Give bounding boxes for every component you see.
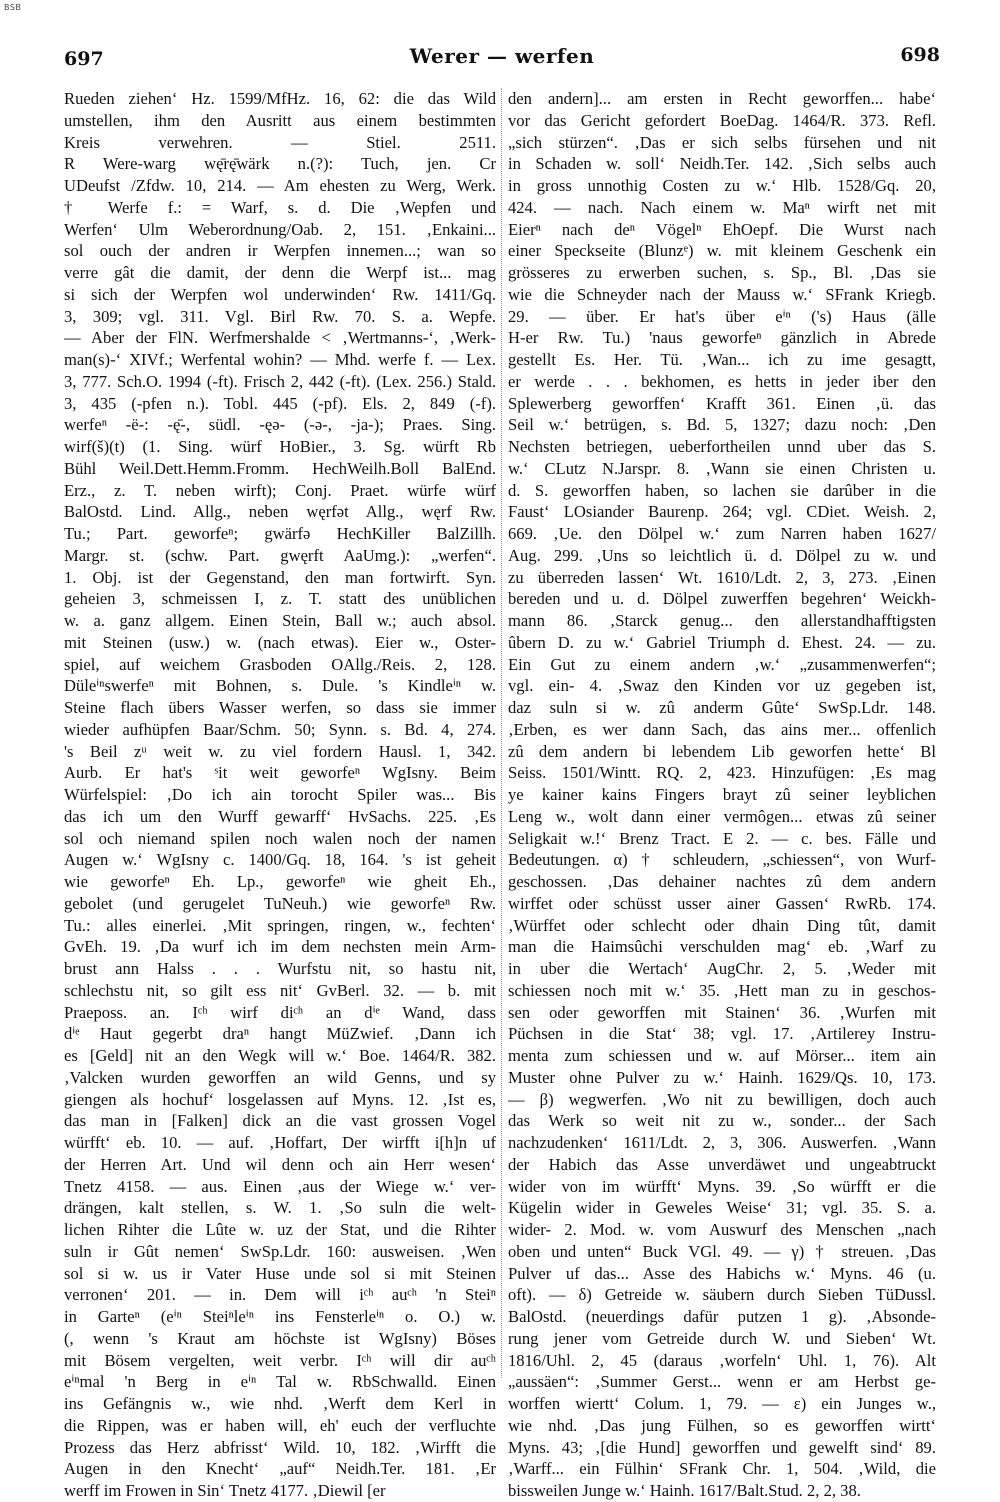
text-line: ‚Erben, es wer dann Sach, das ains mer... offenlich <box>508 719 936 739</box>
text-line: oft). — δ) Getreide w. säubern durch Sieben TüDussl. <box>508 1285 936 1305</box>
text-line: Faust‘ LOsiander Baurenp. 264; vgl. CDiet. Weish. 2, <box>508 502 936 522</box>
text-line: „sich stürzen“. ‚Das er sich selbs fürsehen und nit <box>508 132 936 152</box>
text-line: 424. — nach. Nach einem w. Maⁿ wirft net mit <box>508 197 936 217</box>
text-line: ‚Warff... ein Fülhin‘ SFrank Chr. 1, 504. ‚Wild, die <box>508 1459 936 1479</box>
text-line: Tu.: alles einerlei. ‚Mit springen, ringen, w., fechten‘ <box>64 915 496 935</box>
text-line: 3, 435 (-pfen n.). Tobl. 445 (-pf). Els. 2, 849 (-f). <box>64 393 496 413</box>
text-line: Eierⁿ nach deⁿ Vögelⁿ EhOepf. Die Wurst nach <box>508 219 936 239</box>
text-line: man die Haimsûchi verschulden mag‘ eb. ‚Warf zu <box>508 937 936 957</box>
text-line: grösseres zu erwerben suchen, s. Sp., Bl. ‚Das sie <box>508 263 936 282</box>
text-line: ‚Würffet oder schlecht oder dhain Ding tût, damit <box>508 915 936 935</box>
text-line: schiessen noch mit w.‘ 35. ‚Hett man zu in geschos- <box>508 980 936 1000</box>
text-line: Prozess das Herz abfrisst‘ Wild. 10, 182. ‚Wirfft die <box>64 1437 496 1457</box>
text-line: si sich der Werpfen wol underwinden‘ Rw. 1411/Gq. <box>64 284 496 304</box>
text-line: in uber die Wertach‘ AugChr. 2, 5. ‚Weder mit <box>508 959 936 978</box>
text-line: worffen wiertt‘ Colum. 1, 79. — ε) ein Junges w., <box>508 1394 936 1413</box>
text-line: nachzudenken‘ 1611/Ldt. 2, 3, 306. Auswerfen. ‚Wann <box>508 1133 936 1152</box>
text-line: in Garteⁿ (eⁱⁿ Steiⁿleⁱⁿ ins Fensterleⁱⁿ o. O.) w. <box>64 1307 496 1326</box>
text-line: 3, 309; vgl. 311. Vgl. Birl Rw. 70. S. a. Wepfe. <box>64 306 496 326</box>
text-line: 1. Obj. ist der Gegenstand, den man fortwirft. Syn. <box>64 567 496 587</box>
text-line: Leng w., wolt dann einer vermôgen... etwas zû seiner <box>508 806 936 826</box>
text-line: BalOstd. (neuerdings dafür putzen 1 g). ‚Absonde- <box>508 1307 936 1326</box>
text-line: sol si w. us ir Vater Huse unde sol si mit Steinen <box>64 1263 496 1283</box>
text-line: 's Beil zᵘ weit w. zu viel fordern Hausl. 1, 342. <box>64 741 496 761</box>
text-line: man(s)-‘ XIVf.; Werfental wohin? — Mhd. werfe f. — Lex. <box>64 350 496 369</box>
right-column <box>508 88 936 1502</box>
text-line: es [Geld] nit an den Wegk will w.‘ Boe. 1464/R. 382. <box>64 1046 496 1065</box>
text-line: ûbern D. zu w.‘ Gabriel Triumph d. Ehest. 24. — zu. <box>508 632 936 652</box>
page-number-right: 698 <box>900 44 940 66</box>
text-line: H-er Rw. Tu.) 'naus geworfeⁿ gänzlich in Abrede <box>508 328 936 348</box>
text-line: Nechsten betriegen, ueberfortheilen unnd uber das S. <box>508 437 936 456</box>
text-line: wieder aufhüpfen Baar/Schm. 50; Synn. s. Bd. 4, 274. <box>64 719 496 739</box>
text-line: daz suln si w. zû anderm Gûte‘ SwSp.Ldr. 148. <box>508 698 936 717</box>
text-line: wie nhd. ‚Das jung Fülhen, so es geworffen wirtt‘ <box>508 1415 936 1435</box>
text-line: Rueden ziehen‘ Hz. 1599/MfHz. 16, 62: die das Wild <box>64 89 496 108</box>
text-line: Steine flach übers Wasser werfen, so dass sie immer <box>64 698 496 717</box>
text-line: mit Bösem vergelten, weit verbr. Iᶜʰ will dir auᶜʰ <box>64 1350 496 1370</box>
page-title: Werer — werfen <box>409 44 595 68</box>
text-line: würfft‘ eb. 10. — auf. ‚Hoffart, Der wirfft i[h]n uf <box>64 1133 496 1152</box>
text-line: vgl. ein- 4. ‚Swaz den Kinden vor uz gegeben ist, <box>508 676 936 696</box>
text-line: suln ir Gût nemen‘ SwSp.Ldr. 160: ausweisen. ‚Wen <box>64 1241 496 1261</box>
text-line: mann 86. ‚Starck genug... den allerstandhafftigsten <box>508 611 936 630</box>
left-column <box>64 88 496 1502</box>
text-line: werfeⁿ -ë-: -ę̄-, südl. -ęə- (-ə-, -ja-); Praes. Sing. <box>64 415 496 435</box>
text-line: Kügelin wider in Geweles Weise‘ 31; vgl. 35. S. a. <box>508 1198 936 1218</box>
text-line: oben und unten“ Buck VGl. 49. — γ) † streuen. ‚Das <box>508 1241 936 1261</box>
text-line: wider- 2. Mod. w. vom Auswurf des Menschen „nach <box>508 1220 936 1239</box>
text-line: verronen‘ 201. — in. Dem will iᶜʰ auᶜʰ 'n Steiⁿ <box>64 1285 496 1305</box>
text-line: UDeufst /Zfdw. 10, 214. — Am ehesten zu Werg, Werk. <box>64 176 496 195</box>
text-line: werff im Frowen in Sin‘ Tnetz 4177. ‚Diewil [er <box>64 1481 386 1500</box>
text-line: vor das Gericht gefordert BoeDag. 1464/R. 373. Refl. <box>508 110 936 130</box>
text-line: Augen in den Knecht‘ „auf“ Neidh.Ter. 181. ‚Er <box>64 1459 496 1479</box>
page-number-left: 697 <box>64 48 104 70</box>
text-line: geschossen. ‚Das dehainer nachtes zû dem andern <box>508 872 936 891</box>
text-line: wie geworfeⁿ Eh. Lp., geworfeⁿ wie gheit Eh., <box>64 872 496 891</box>
text-line: „aussäen“: ‚Summer Gerst... wenn er am Herbst ge- <box>508 1372 936 1392</box>
text-line: geheien 3, schmeissen I, z. T. statt des unüblichen <box>64 589 496 609</box>
text-line: w.‘ CLutz N.Jarspr. 8. ‚Wann sie einen Christen u. <box>508 458 936 478</box>
text-line: wirffet oder schüsst usser ainer Gassen‘ RwRb. 174. <box>508 893 936 913</box>
text-line: spiel, auf weichem Grasboden OAllg./Reis. 2, 128. <box>64 654 496 674</box>
text-line: — Aber der FlN. Werfmershalde < ‚Wertmanns-‘, ‚Werk- <box>64 328 496 348</box>
text-line: † Werfe f.: = Warf, s. d. Die ‚Wepfen und <box>64 197 496 217</box>
text-line: GvEh. 19. ‚Da wurf ich im dem nechsten mein Arm- <box>64 937 496 957</box>
text-line: das Werk so weit nit zu w., sonder... der Sach <box>508 1111 936 1131</box>
text-line: verre gât die damit, der denn die Werpf ist... mag <box>64 263 496 282</box>
text-line: Pulver uf das... Asse des Habichs w.‘ Myns. 46 (u. <box>508 1263 936 1283</box>
text-line: wider von im würfft‘ Myns. 39. ‚So würfft er die <box>508 1176 936 1196</box>
text-line: Praeposs. an. Iᶜʰ wirf diᶜʰ an dⁱᵉ Wand, dass <box>64 1002 496 1022</box>
page-header <box>64 42 940 74</box>
text-line: Seligkait w.!‘ Brenz Tract. E 2. — c. bes. Fälle und <box>508 828 936 848</box>
text-line: lichen Rihter die Lûte w. uz der Stat, und die Rihter <box>64 1220 496 1239</box>
text-line: Werfen‘ Ulm Weberordnung/Oab. 2, 151. ‚Enkaini... <box>64 219 496 239</box>
text-line: Augen w.‘ WgIsny c. 1400/Gq. 18, 164. 's ist geheit <box>64 850 496 870</box>
text-line: Kreis verwehren. — Stiel. 2511. <box>64 132 496 152</box>
text-line: Margr. st. (schw. Part. gwęrft AaUmg.): „werfen“. <box>64 545 496 565</box>
text-line: 3, 777. Sch.O. 1994 (-ft). Frisch 2, 442 (-ft). (Lex. 256.) Stald. <box>64 371 496 391</box>
text-line: Bedeutungen. α) † schleudern, „schiessen“, von Wurf- <box>508 850 936 870</box>
text-line: rung jener vom Getreide durch W. und Sieben‘ Wt. <box>508 1328 936 1348</box>
text-line: in Schaden w. soll‘ Neidh.Ter. 142. ‚Sich selbs auch <box>508 154 936 174</box>
text-line: Tnetz 4158. — aus. Einen ‚aus der Wiege w.‘ ver- <box>64 1176 496 1196</box>
text-line: Seil w.‘ betrügen, s. Bd. 5, 1327; dazu noch: ‚Den <box>508 415 936 435</box>
text-line: sol och niemand spilen noch walen noch der namen <box>64 828 496 848</box>
text-line: zû dem andern bi lebendem Lib geworfen hette‘ Bl <box>508 741 936 761</box>
text-line: eⁱⁿmal 'n Berg in eⁱⁿ Tal w. RbSchwalld. Einen <box>64 1372 496 1392</box>
text-line: Splewerberg geworffen‘ Krafft 361. Einen ‚ü. das <box>508 393 936 413</box>
text-line: er werde . . . bekhomen, es hetts in jeder iber den <box>508 371 936 391</box>
text-line: 29. — über. Er hat's über eⁱⁿ ('s) Haus (älle <box>508 306 936 326</box>
text-line: mit Steinen (usw.) w. (nach etwas). Eier w., Oster- <box>64 632 496 652</box>
text-line: R Were-warg wę̄rę̄wärk n.(?): Tuch, jen. Cr <box>64 154 496 174</box>
library-stamp: BSB <box>4 3 22 12</box>
text-line: ye kainer kains Fingers brayt zû seiner leyblichen <box>508 785 936 804</box>
text-line: bissweilen Junge w.‘ Hainh. 1617/Balt.Stud. 2, 2, 38. <box>508 1481 861 1500</box>
text-line: Püchsen in die Stat‘ 38; vgl. 17. ‚Artilerey Instru- <box>508 1024 936 1044</box>
text-line: bereden und u. d. Dölpel zuwerffen begehren‘ Weickh- <box>508 589 936 609</box>
text-line: 1816/Uhl. 2, 45 (daraus ‚worfeln‘ Uhl. 1, 76). Alt <box>508 1350 936 1370</box>
text-line: Bühl Weil.Dett.Hemm.Fromm. HechWeilh.Boll BalEnd. <box>64 458 496 478</box>
text-line: in gross unnothig Costen zu w.‘ Hlb. 1528/Gq. 20, <box>508 176 936 195</box>
text-line: giengen als hochuf‘ losgelassen auf Myns. 12. ‚Ist es, <box>64 1089 496 1109</box>
text-line: BalOstd. Lind. Allg., neben węrfət Allg., węrf Rw. <box>64 502 496 522</box>
text-line: ‚Valcken wurden geworffen an wild Genns, und sy <box>64 1067 496 1087</box>
text-line: sen oder geworffen mit Stainen‘ 36. ‚Wurfen mit <box>508 1002 936 1022</box>
text-line: Tu.; Part. geworfeⁿ; gwärfə HechKiller BalZillh. <box>64 524 496 543</box>
text-line: gestellt Es. Her. Tü. ‚Wan... ich zu ime gesagtt, <box>508 350 936 369</box>
text-line: einer Speckseite (Blunzᵉ) w. mit kleinem Geschenk ein <box>508 241 936 261</box>
text-line: Seiss. 1501/Wintt. RQ. 2, 423. Hinzufügen: ‚Es mag <box>508 763 936 783</box>
column-divider <box>501 88 502 1378</box>
text-line: schlechstu nit, so gilt ess nit‘ GvBerl. 32. — b. mit <box>64 980 496 1000</box>
text-line: ins Gefängnis w., wie nhd. ‚Werft dem Kerl in <box>64 1394 496 1413</box>
text-line: sol ouch der andren ir Werpfen innemen...; wan so <box>64 241 496 261</box>
text-line: Ein Gut zu einem andern ‚w.‘ „zusammenwerfen“; <box>508 654 936 674</box>
text-line: gebolet (und gerugelet TuNeuh.) wie geworfeⁿ Rw. <box>64 893 496 913</box>
text-line: (, wenn 's Kraut am höchste ist WgIsny) Böses <box>64 1328 496 1348</box>
text-line: w. a. ganz allgem. Einen Stein, Ball w.; auch absol. <box>64 611 496 630</box>
text-line: das man in [Falken] dick an die vast grossen Vogel <box>64 1111 496 1131</box>
text-line: wirf(š)(t) (1. Sing. würf HoBier., 3. Sg. würft Rb <box>64 437 496 456</box>
text-line: Erz., z. T. neben wirft); Conj. Praet. würfe würf <box>64 480 496 500</box>
text-line: Aug. 299. ‚Uns so leichtlich ü. d. Dölpel zu w. und <box>508 545 936 565</box>
text-line: 669. ‚Ue. den Dölpel w.‘ zum Narren haben 1627/ <box>508 524 936 543</box>
text-line: — β) wegwerfen. ‚Wo nit zu bewilligen, doch auch <box>508 1089 936 1109</box>
text-line: dⁱᵉ Haut gegerbt draⁿ hangt MüZwief. ‚Dann ich <box>64 1024 496 1044</box>
text-line: Myns. 43; ‚[die Hund] geworffen und gewelft sind‘ 89. <box>508 1437 936 1457</box>
text-line: menta zum schiessen und w. auf Mörser... item ain <box>508 1046 936 1065</box>
text-line: Muster ohne Pulver zu w.‘ Hainh. 1629/Qs. 10, 173. <box>508 1067 936 1087</box>
text-line: wie die Schneyder nach der Mauss w.‘ SFrank Kriegb. <box>508 284 936 304</box>
text-line: d. S. geworffen haben, so lachen sie darûber in die <box>508 480 936 500</box>
text-line: brust ann Halss . . . Wurfstu nit, so hastu nit, <box>64 959 496 978</box>
text-line: der Herren Art. Und wil denn och ain Herr wesen‘ <box>64 1154 496 1174</box>
text-line: Düleⁱⁿswerfeⁿ mit Bohnen, s. Dule. 's Kindleⁱⁿ w. <box>64 676 496 696</box>
text-line: die Rippen, was er haben will, eh' euch der verfluchte <box>64 1415 496 1435</box>
text-line: der Habich das Asse unverdäwet und ungeabtruckt <box>508 1154 936 1174</box>
text-line: Aurb. Er hat's ˢit weit geworfeⁿ WgIsny. Beim <box>64 763 496 783</box>
text-line: zu überreden lassen‘ Wt. 1610/Ldt. 2, 3, 273. ‚Einen <box>508 567 936 587</box>
text-line: drängen, kalt stellen, s. W. 1. ‚So suln die welt- <box>64 1198 496 1218</box>
text-line: den andern]... am ersten in Recht geworffen... habe‘ <box>508 89 936 108</box>
text-line: Würfelspiel: ‚Do ich ain torocht Spiler was... Bis <box>64 785 496 804</box>
text-line: das ich um den Wurff gewarff‘ HvSachs. 225. ‚Es <box>64 806 496 826</box>
text-line: umstellen, ihm den Ausritt aus einem bestimmten <box>64 110 496 130</box>
